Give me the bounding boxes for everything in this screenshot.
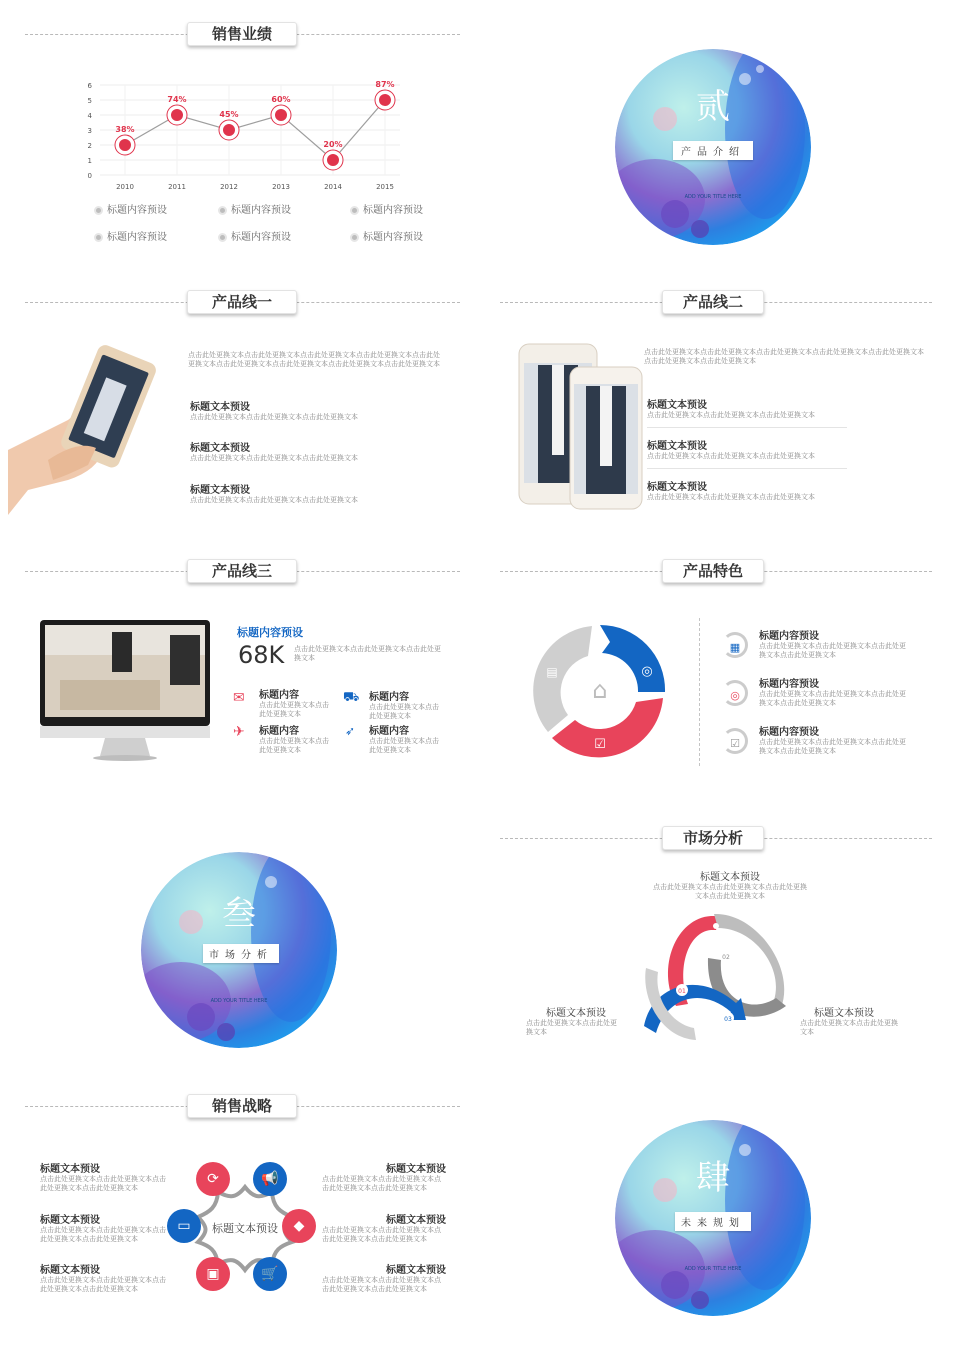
legend-dot-icon — [94, 206, 103, 215]
stat-title: 标题内容 — [369, 726, 409, 737]
item-title: 标题文本预设 — [546, 1008, 606, 1019]
data-label: 38% — [115, 125, 135, 134]
x-tick-label: 2015 — [376, 183, 394, 191]
feature-title: 标题文本预设 — [647, 441, 707, 452]
item-title: 标题文本预设 — [700, 872, 760, 883]
legend-item: 标题内容预设 — [350, 228, 423, 243]
divider — [647, 468, 847, 469]
circle-caption: ADD YOUR TITLE HERE — [684, 1266, 742, 1272]
circle-big-char: 肆 — [696, 1158, 730, 1198]
feature-item — [190, 398, 440, 422]
cycle-diagram — [530, 620, 670, 760]
x-tick-label: 2013 — [272, 183, 290, 191]
data-label: 20% — [323, 140, 343, 149]
feature-item — [759, 627, 911, 660]
feature-item — [647, 437, 847, 461]
item-desc: 点击此处更换文本点击此处更换文本点击此处更换文本点击此处更换文本 — [40, 1276, 166, 1293]
legend-dot-icon — [350, 233, 359, 242]
x-tick-label: 2010 — [116, 183, 134, 191]
feature-title: 标题文本预设 — [647, 400, 707, 411]
data-point — [223, 124, 235, 136]
feature-desc: 点击此处更换文本点击此处更换文本点击此处更换文本 — [190, 413, 358, 421]
big-stat-desc: 点击此处更换文本点击此处更换文本点击此处更换文本 — [294, 645, 441, 662]
legend-item: 标题内容预设 — [94, 228, 167, 243]
triple-arrow-diagram — [636, 908, 796, 1050]
circle-big-char: 贰 — [696, 87, 730, 127]
top-item — [650, 868, 810, 901]
section-header-sales-strategy — [25, 1094, 460, 1118]
x-tick-label: 2014 — [324, 183, 342, 191]
feature-title: 标题文本预设 — [190, 402, 250, 413]
x-tick-label: 2012 — [220, 183, 238, 191]
feature-desc: 点击此处更换文本点击此处更换文本点击此处更换文本 — [190, 454, 358, 462]
product-intro-text: 点击此处更换文本点击此处更换文本点击此处更换文本点击此处更换文本点击此处更换文本点击此处更换文本点击此处更换文本 — [644, 348, 924, 365]
product-intro-text: 点击此处更换文本点击此处更换文本点击此处更换文本点击此处更换文本点击此处更换文本点击此处更换文本点击此处更换文本点击此处更换文本点击此处更换文本 — [188, 351, 440, 368]
monitor-image — [40, 620, 212, 762]
y-tick-label: 4 — [87, 112, 92, 120]
y-tick-label: 0 — [87, 172, 92, 180]
section-title: 销售业绩 — [187, 22, 297, 46]
item-desc: 点击此处更换文本点击此处更换文本点击此处更换文本点击此处更换文本 — [322, 1175, 441, 1192]
circle-subtitle-bar: 未来规划 — [675, 1212, 751, 1231]
product-intro-circle — [615, 49, 811, 245]
laptop-icon: ▭ — [167, 1209, 201, 1243]
item-desc: 点击此处更换文本点击此处更换文本点击此处更换文本点击此处更换文本 — [40, 1175, 166, 1192]
airplane-icon: ✈ — [233, 724, 245, 740]
item-desc: 点击此处更换文本点击此处更换文本点击此处更换文本点击此处更换文本 — [40, 1226, 166, 1243]
stat-item — [233, 722, 333, 755]
presentation-icon: ▣ — [196, 1257, 230, 1291]
left-item — [526, 1004, 622, 1037]
feature-desc: 点击此处更换文本点击此处更换文本点击此处更换文本点击此处更换文本 — [759, 738, 906, 755]
feature-item — [647, 396, 847, 420]
stat-desc: 点击此处更换文本点击此处更换文本 — [259, 737, 329, 754]
feature-title: 标题文本预设 — [647, 482, 707, 493]
data-point — [275, 109, 287, 121]
item-title: 标题文本预设 — [386, 1265, 446, 1276]
section-title: 产品线二 — [662, 290, 764, 314]
section-title: 产品特色 — [662, 559, 764, 583]
stat-title: 标题内容 — [259, 726, 299, 737]
divider — [647, 427, 847, 428]
data-label: 87% — [375, 80, 395, 89]
feature-desc: 点击此处更换文本点击此处更换文本点击此处更换文本 — [647, 411, 815, 419]
stat-item — [233, 686, 333, 719]
section-title: 销售战略 — [187, 1094, 297, 1118]
legend-dot-icon — [350, 206, 359, 215]
feature-desc: 点击此处更换文本点击此处更换文本点击此处更换文本 — [647, 493, 815, 501]
stat-item — [343, 688, 443, 721]
strategy-right-item — [322, 1261, 446, 1294]
item-title: 标题文本预设 — [40, 1215, 100, 1226]
item-desc: 点击此处更换文本点击此处更换文本 — [800, 1019, 898, 1036]
section-title: 产品线三 — [187, 559, 297, 583]
y-tick-label: 1 — [87, 157, 92, 165]
circle-big-char: 叁 — [222, 894, 256, 934]
section-header-product-line-2 — [500, 290, 932, 314]
section-header-sales — [25, 22, 460, 46]
big-stat: 68K — [238, 641, 285, 669]
megaphone-icon: 📢 — [253, 1162, 287, 1196]
circle-caption: ADD YOUR TITLE HERE — [684, 194, 742, 200]
legend-dot-icon — [218, 233, 227, 242]
x-tick-label: 2011 — [168, 183, 186, 191]
circle-subtitle-bar: 产品介绍 — [673, 141, 753, 160]
svg-text:◎: ◎ — [641, 664, 653, 679]
legend-dot-icon — [218, 206, 227, 215]
diamond-icon: ◆ — [282, 1209, 316, 1243]
feature-desc: 点击此处更换文本点击此处更换文本点击此处更换文本点击此处更换文本 — [759, 690, 906, 707]
y-tick-label: 2 — [87, 142, 92, 150]
stat-title: 标题内容 — [259, 690, 299, 701]
section-title: 市场分析 — [662, 826, 764, 850]
stat-desc: 点击此处更换文本点击此处更换文本 — [369, 737, 439, 754]
svg-text:☑: ☑ — [594, 737, 606, 752]
stat-title: 标题内容 — [369, 692, 409, 703]
data-label: 45% — [219, 110, 239, 119]
stat-desc: 点击此处更换文本点击此处更换文本 — [259, 701, 329, 718]
feature-item — [759, 675, 911, 708]
legend-item: 标题内容预设 — [350, 201, 423, 216]
legend-item: 标题内容预设 — [218, 201, 291, 216]
y-tick-label: 3 — [87, 127, 92, 135]
strategy-left-item — [40, 1261, 168, 1294]
item-title: 标题文本预设 — [386, 1215, 446, 1226]
strategy-right-item — [322, 1160, 446, 1193]
feature-desc: 点击此处更换文本点击此处更换文本点击此处更换文本点击此处更换文本 — [759, 642, 906, 659]
feature-desc: 点击此处更换文本点击此处更换文本点击此处更换文本 — [190, 496, 358, 504]
y-tick-label: 5 — [87, 97, 92, 105]
feature-title: 标题文本预设 — [190, 485, 250, 496]
feature-desc: 点击此处更换文本点击此处更换文本点击此处更换文本 — [647, 452, 815, 460]
checkbox-icon: ☑ — [722, 728, 748, 754]
feature-title: 标题内容预设 — [759, 631, 819, 642]
mail-icon: ✉ — [233, 690, 245, 706]
data-point — [171, 109, 183, 121]
right-item — [800, 1004, 900, 1037]
feature-title: 标题文本预设 — [190, 443, 250, 454]
item-title: 标题文本预设 — [386, 1164, 446, 1175]
data-point — [379, 94, 391, 106]
feature-title: 标题内容预设 — [759, 679, 819, 690]
hub-center-label: 标题文本预设 — [212, 1222, 278, 1235]
num-01: 01 — [678, 988, 686, 995]
num-03: 03 — [724, 1016, 732, 1023]
lightbulb-icon: ◎ — [722, 680, 748, 706]
section-header-product-features — [500, 559, 932, 583]
svg-text:⌂: ⌂ — [592, 676, 608, 704]
item-desc: 点击此处更换文本点击此处更换文本 — [526, 1019, 617, 1036]
feature-item — [759, 723, 911, 756]
feature-item — [190, 481, 440, 505]
legend-item: 标题内容预设 — [218, 228, 291, 243]
legend-item: 标题内容预设 — [94, 201, 167, 216]
circle-subtitle-bar: 市场分析 — [203, 944, 279, 963]
section-header-product-line-3 — [25, 559, 460, 583]
cart-icon: 🛒 — [253, 1257, 287, 1291]
y-tick-label: 6 — [87, 82, 92, 90]
feature-title: 标题内容预设 — [759, 727, 819, 738]
product-head: 标题内容预设 — [237, 626, 303, 639]
hand-phone-image — [8, 340, 178, 520]
refresh-icon: ⟳ — [196, 1162, 230, 1196]
clipboard-icon: ▦ — [722, 632, 748, 658]
vertical-divider — [699, 618, 700, 766]
item-desc: 点击此处更换文本点击此处更换文本点击此处更换文本点击此处更换文本 — [322, 1276, 441, 1293]
legend-dot-icon — [94, 233, 103, 242]
stat-desc: 点击此处更换文本点击此处更换文本 — [369, 703, 439, 720]
strategy-right-item — [322, 1211, 446, 1244]
svg-text:▤: ▤ — [546, 665, 558, 679]
circle-caption: ADD YOUR TITLE HERE — [210, 998, 268, 1004]
section-title: 产品线一 — [187, 290, 297, 314]
data-point — [327, 154, 339, 166]
future-plan-circle — [615, 1120, 811, 1316]
truck-icon: ⛟ — [343, 690, 360, 705]
sales-line-chart — [80, 70, 410, 200]
num-02: 02 — [722, 954, 730, 961]
item-title: 标题文本预设 — [814, 1008, 874, 1019]
section-header-product-line-1 — [25, 290, 460, 314]
market-analysis-circle — [141, 852, 337, 1048]
rocket-icon: ➶ — [345, 724, 356, 738]
data-point — [119, 139, 131, 151]
stat-item — [343, 722, 443, 755]
strategy-left-item — [40, 1160, 168, 1193]
item-desc: 点击此处更换文本点击此处更换文本点击此处更换文本点击此处更换文本 — [653, 883, 807, 900]
data-label: 60% — [271, 95, 291, 104]
item-title: 标题文本预设 — [40, 1164, 100, 1175]
feature-item — [647, 478, 847, 502]
feature-item — [190, 439, 440, 463]
item-title: 标题文本预设 — [40, 1265, 100, 1276]
strategy-left-item — [40, 1211, 168, 1244]
two-phones-image — [518, 343, 644, 511]
data-label: 74% — [167, 95, 187, 104]
section-header-market-analysis — [500, 826, 932, 850]
item-desc: 点击此处更换文本点击此处更换文本点击此处更换文本点击此处更换文本 — [322, 1226, 441, 1243]
